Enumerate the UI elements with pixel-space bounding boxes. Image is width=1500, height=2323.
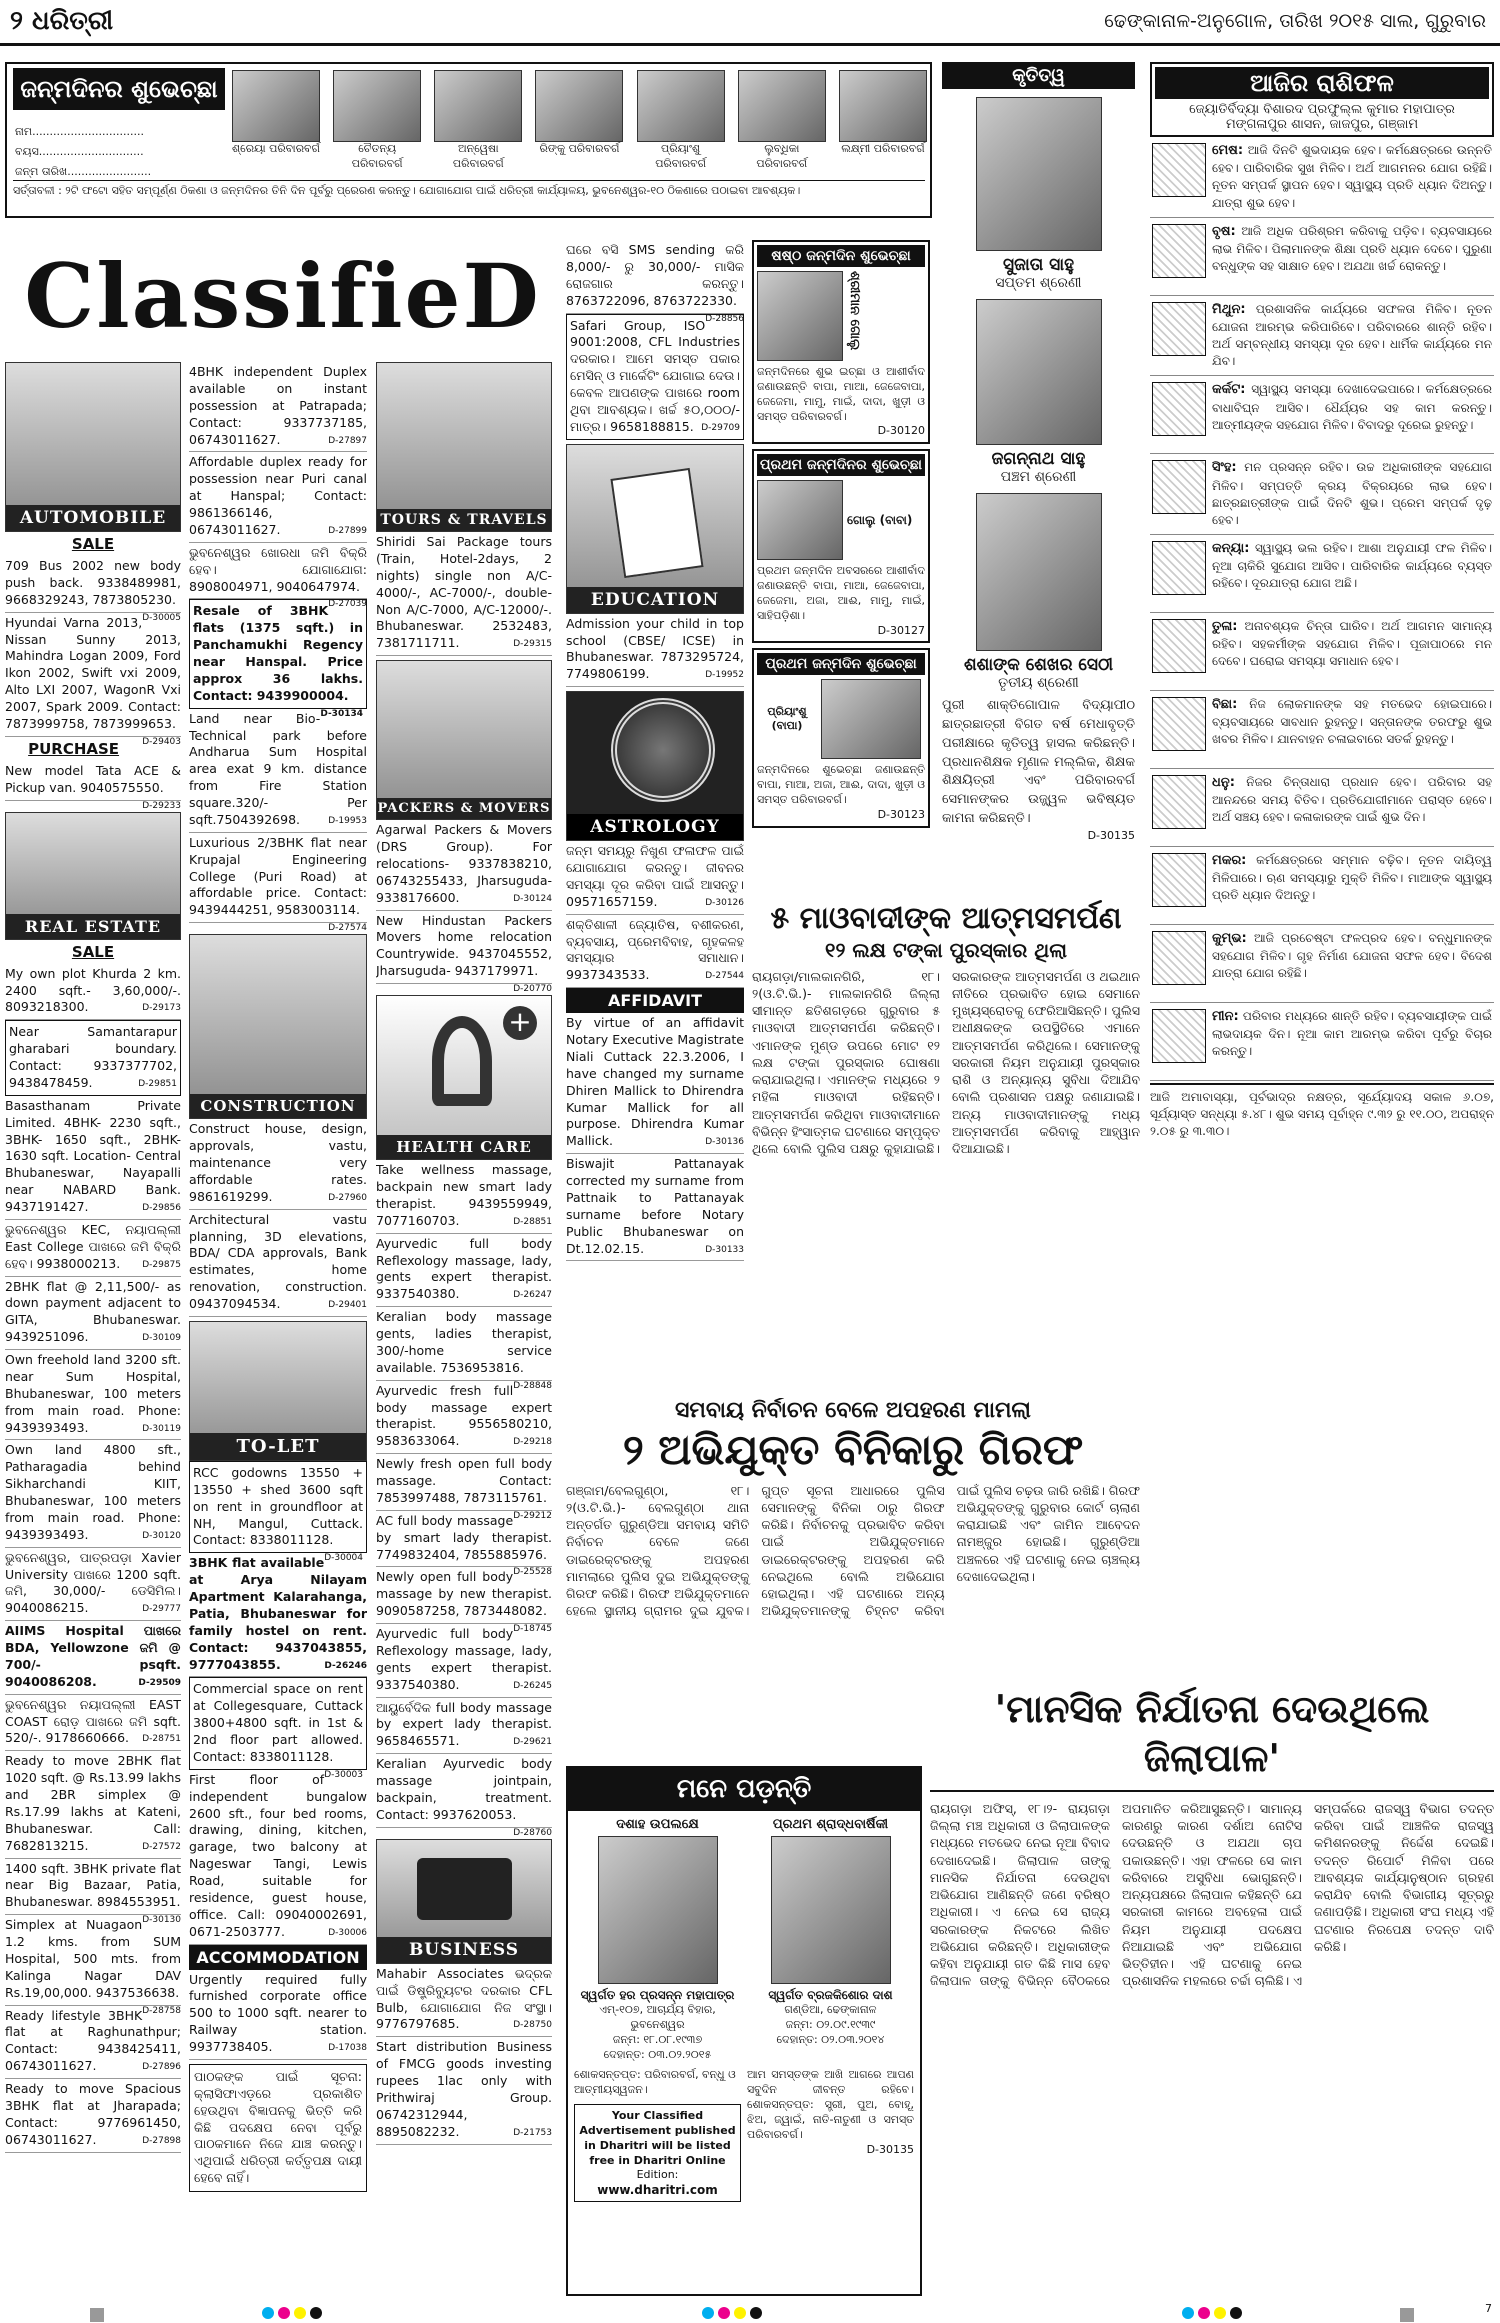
business-label: BUSINESS: [377, 1937, 551, 1963]
wish-title: ଷଷ୍ଠ ଜନ୍ମଦିନ ଶୁଭେଚ୍ଛା: [757, 245, 925, 267]
rashi-item: କନ୍ୟା: ସ୍ୱାସ୍ଥ୍ୟ ଭଲ ରହିବ। ଆଶା ଅନୁଯାୟୀ ଫଳ ମିଳିବ। ନୂଆ ଚାକିରି ସୁଯୋଗ ଆସିବ। ପାରିବାରିକ କାର୍ଯ୍ୟରେ ବ୍ୟସ୍ତ ରହିବେ। ଦୂରଯାତ୍ରା ଯୋଗ ଅଛି।: [1150, 535, 1494, 613]
rashi-item: କୁମ୍ଭ: ଆଜି ପ୍ରଚେଷ୍ଟା ଫଳପ୍ରଦ ହେବ। ବନ୍ଧୁମାନଙ୍କ ସହଯୋଗ ମିଳିବ। ଗୃହ ନିର୍ମାଣ ଯୋଜନା ସଫଳ ହେବ। ବିଦେଶ ଯାତ୍ରା ଯୋଗ ରହିଛି।: [1150, 925, 1494, 1003]
ad: Shiridi Sai Package tours (Train, Hotel-2days, 2 nights) single non A/C-4000/-, AC-7000/-, double-Non A/C-7000, A/C-12000/-. Bhubaneswar. 2532483, 7381711711. D-29315: [376, 532, 552, 656]
memorial-died: ଦେହାନ୍ତ: ୦୨.୦୩.୨୦୧୪: [776, 2032, 885, 2046]
education-label: EDUCATION: [567, 587, 743, 613]
ad: ଭୁବନେଶ୍ୱର KEC, ନୟାପଲ୍ଲୀ East College ପାଖରେ ଜମି ବିକ୍ରି ହେବ। 9938000213. D-29875: [5, 1220, 181, 1277]
kid-caption: ଲକ୍ଷ୍ମୀ ପରିବାରବର୍ଗ: [841, 142, 925, 155]
ad: Affordable duplex ready for possession near Puri canal at Hanspal; Contact: 9861366146, 06743011627. D-27899: [189, 452, 367, 542]
kid-photo: [738, 70, 826, 142]
birthday-box: [5, 62, 932, 218]
achievement-text: ପୁରୀ ଶାକ୍ତିଗୋପାଳ ବିଦ୍ୟାପୀଠ ଛାତ୍ରଛାତ୍ରୀ ବିଗତ ବର୍ଷ ମେଧାବୃତ୍ତି ପରୀକ୍ଷାରେ କୃତିତ୍ୱ ହାସଲ କରିଛନ୍ତି। ପ୍ରଧାନଶିକ୍ଷକ ମୃଣାଳ ମଲ୍ଲିକ, ଶିକ୍ଷକ ଶିକ୍ଷୟିତ୍ରୀ ଏବଂ ପରିବାରବର୍ଗ ସେମାନଙ୍କର ଉଜ୍ଜ୍ୱଳ ଭବିଷ୍ୟତ କାମନା କରିଛନ୍ତି।: [942, 698, 1135, 827]
ad: New Hindustan Packers Movers home relocation Countrywide. 9437045552, Jharsuguda- 9437179971. D-20770: [376, 912, 552, 994]
ad: 4BHK independent Duplex available on instant possession at Patrapada; Contact: 9337737185, 06743011627. D-27897: [189, 362, 367, 452]
ad-code: D-30120: [877, 424, 925, 438]
student-name: ଶଶାଙ୍କ ଶେଖର ସେଠୀ: [963, 655, 1114, 675]
aries-icon: [1152, 143, 1206, 197]
packers-label: PACKERS & MOVERS: [377, 798, 551, 819]
affidavit-heading: AFFIDAVIT: [566, 988, 744, 1013]
memorial-occasion: ପ୍ରଥମ ଶ୍ରାଦ୍ଧବାର୍ଷିକୀ: [772, 1817, 889, 1832]
rashi-item: ମକର: କର୍ମକ୍ଷେତ୍ରରେ ସମ୍ମାନ ବଢ଼ିବ। ନୂତନ ଦାୟିତ୍ୱ ମିଳିପାରେ। ଋଣ ସମସ୍ୟାରୁ ମୁକ୍ତି ମିଳିବ। ମାଆଙ୍କ ସ୍ୱାସ୍ଥ୍ୟ ପ୍ରତି ଧ୍ୟାନ ଦିଅନ୍ତୁ।: [1150, 847, 1494, 925]
kid-photo: [434, 70, 522, 142]
child-name: ଗୋଲୁ (ବାବା): [847, 512, 913, 527]
ad: ଭୁବନେଶ୍ୱର ଖୋରଧା ଜମି ବିକ୍ରି ହେବ। ଯୋଗାଯୋଗ: 8908004971, 9040647974. D-27039: [189, 544, 367, 610]
ad: First floor of independent bungalow 2600 sft., four bed rooms, drawing, dining, kitchen, garage, two balcony at Nageswar Tangi, Lewis Road, suitable for residence, guest house, office. Call: 09040002691, 0671-2503777. D-30006: [189, 1770, 367, 1945]
ad: AIIMS Hospital ପାଖରେ BDA, Yellowzone ଜମି @ 700/- psqft. 9040086208. D-29509: [5, 1621, 181, 1695]
wish-text: ଜନ୍ମଦିନରେ ଶୁଭେଚ୍ଛା ଜଣାଉଛନ୍ତି ବାପା, ମାଆ, ଅଜା, ଆଈ, ଦାଦା, ଖୁଡ଼ୀ ଓ ସମସ୍ତ ପରିବାରବର୍ଗ।: [757, 763, 925, 807]
rashi-item: ମେଷ: ଆଜି ଦିନଟି ଶୁଭଦାୟକ ହେବ। କର୍ମକ୍ଷେତ୍ରରେ ଉନ୍ନତି ହେବ। ପାରିବାରିକ ସୁଖ ମିଳିବ। ଅର୍ଥ ଆଗମନର ଯୋଗ ରହିଛି। ନୂତନ ସମ୍ପର୍କ ସ୍ଥାପନ ହେବ। ସ୍ୱାସ୍ଥ୍ୟ ପ୍ରତି ଧ୍ୟାନ ଦିଅନ୍ତୁ। ଯାତ୍ରା ଶୁଭ ହେବ।: [1150, 137, 1494, 218]
form-age: ବୟସ..............................: [15, 145, 144, 158]
memorial-place: ଏମ୍-୧୦୭, ଆଚାର୍ଯ୍ୟ ବିହାର, ଭୁବନେଶ୍ୱର: [599, 2003, 716, 2031]
wish-box: [752, 449, 930, 643]
ad-code: D-30123: [877, 807, 925, 821]
construction-label: CONSTRUCTION: [190, 1094, 366, 1118]
rashi-item: ମୀନ: ପରିବାର ମଧ୍ୟରେ ଶାନ୍ତି ରହିବ। ବ୍ୟବସାୟୀଙ୍କ ପାଇଁ ଲାଭଦାୟକ ଦିନ। ନୂଆ କାମ ଆରମ୍ଭ କରିବା ପୂର୍ବରୁ ବିଚାର କରନ୍ତୁ।: [1150, 1003, 1494, 1081]
maoist-subhead: ୧୨ ଲକ୍ଷ ଟଙ୍କା ପୁରସ୍କାର ଥିଲା: [825, 937, 1067, 962]
edition-date: ଢେଙ୍କାନାଳ-ଅନୁଗୋଳ, ତାରିଖ ୨୦୧୫ ସାଲ, ଗୁରୁବାର: [1104, 10, 1486, 32]
sale-heading: SALE: [71, 942, 115, 961]
ad: Own land 4800 sft., Patharagadia behind Sikharchandi KIIT, Bhubaneswar, 100 meters from main road. Phone: 9439393493. D-30120: [5, 1440, 181, 1547]
horoscope-header: [1150, 62, 1494, 137]
ad: Newly fresh open full body massage. Contact: 7853997488, 7873115761. D-29212: [376, 1456, 552, 1521]
accommodation-heading: ACCOMMODATION: [189, 1945, 367, 1970]
ad: ଆୟୁର୍ବେଦିକ full body massage by expert lady therapist. 9658465571. D-29621: [376, 1698, 552, 1755]
collector-body: ରାୟଗଡ଼ା ଅଫିସ୍, ୧୮।୨- ରାୟଗଡ଼ା ଜିଲ୍ଲା ମଞ୍ଚ ଅଧିକାରୀ ଓ ଜିଲାପାଳଙ୍କ ମଧ୍ୟରେ ମତଭେଦ ନେଇ ନୂଆ ବିବାଦ ଦେଖାଦେଇଛି। ଜିଲାପାଳ ତାଙ୍କୁ ମାନସିକ ନିର୍ଯାତନା ଦେଉଥିବା ଅଭିଯୋଗ ଆଣିଛନ୍ତି ଜଣେ ବରିଷ୍ଠ ଅଧିକାରୀ। ଏ ନେଇ ସେ ରାଜ୍ୟ ସରକାରଙ୍କ ନିକଟରେ ଲିଖିତ ଅଭିଯୋଗ କରିଛନ୍ତି। ଅଧିକାରୀଙ୍କ କହିବା ଅନୁଯାୟୀ ଗତ କିଛି ମାସ ହେବ ଜିଲାପାଳ ତାଙ୍କୁ ବିଭିନ୍ନ ବୈଠକରେ ଅପମାନିତ କରିଆସୁଛନ୍ତି। ସାମାନ୍ୟ କାରଣରୁ କାରଣ ଦର୍ଶାଅ ନୋଟିସ ଦେଉଛନ୍ତି ଓ ଅଯଥା ଚାପ ପକାଉଛନ୍ତି। ଏହା ଫଳରେ ସେ କାମ କରିବାରେ ଅସୁବିଧା ଭୋଗୁଛନ୍ତି। ଅନ୍ୟପକ୍ଷରେ ଜିଲାପାଳ କହିଛନ୍ତି ଯେ ସରକାରୀ କାମରେ ଅବହେଳା ପାଇଁ ନିୟମ ଅନୁଯାୟୀ ପଦକ୍ଷେପ ନିଆଯାଇଛି ଏବଂ ଅଭିଯୋଗ ଭିତ୍ତିହୀନ। ଏହି ଘଟଣାକୁ ନେଇ ପ୍ରଶାସନିକ ମହଲରେ ଚର୍ଚ୍ଚା ଚାଲିଛି। ଏ ସମ୍ପର୍କରେ ରାଜସ୍ୱ ବିଭାଗ ତଦନ୍ତ କରିବା ପାଇଁ ଆଞ୍ଚଳିକ ରାଜସ୍ୱ କମିଶନରଙ୍କୁ ନିର୍ଦ୍ଦେଶ ଦେଇଛି। ତଦନ୍ତ ରିପୋର୍ଟ ମିଳିବା ପରେ ଆବଶ୍ୟକ କାର୍ଯ୍ୟାନୁଷ୍ଠାନ ଗ୍ରହଣ କରାଯିବ ବୋଲି ବିଭାଗୀୟ ସୂତ୍ରରୁ ଜଣାପଡ଼ିଛି। ଅଧିକାରୀ ସଂଘ ମଧ୍ୟ ଏହି ଘଟଣାର ନିରପେକ୍ଷ ତଦନ୍ତ ଦାବି କରିଛି।: [930, 1800, 1494, 1989]
business-banner: [376, 1839, 552, 1964]
ad: Luxurious 2/3BHK flat near Krupajal Engineering College (Puri Road) at affordable price. Contact: 9439444251, 9583003114. D-27574: [189, 834, 367, 934]
child-photo: [821, 679, 921, 759]
ad: Safari Group, ISO 9001:2008, CFL Industries ଦରକାର। ଆମେ ସମସ୍ତ ପକାର ମେସିନ୍ ଓ ମାର୍କେଟିଂ ଯୋଗାଇ ଦେଉ। କେବଳ ଆପଣଙ୍କ ପାଖରେ room ଥିବା ଆବଶ୍ୟକ। ଖର୍ଚ୍ଚ ୫୦,୦୦୦/- ମାତ୍ର। 9658188815. D-29709: [566, 314, 744, 440]
ad: Construct house, design, approvals, vastu, maintenance very affordable rates. 9861619299. D-27960: [189, 1119, 367, 1209]
astrology-banner: [566, 691, 744, 841]
gemini-icon: [1152, 302, 1206, 356]
student-photo: [976, 299, 1102, 445]
student-class: ତୃତୀୟ ଶ୍ରେଣୀ: [998, 675, 1079, 691]
memorial-died: ଦେହାନ୍ତ: ୦୩.୦୨.୨୦୧୫: [603, 2047, 712, 2061]
ad: Near Samantarapur gharabari boundary. Contact: 9337377702, 9438478459. D-29851: [5, 1020, 181, 1096]
capricorn-icon: [1152, 853, 1206, 907]
ad: Urgently required fully furnished corporate office 500 to 1000 sqft. nearer to Railway station. 9937738405. D-17038: [189, 1970, 367, 2060]
ad: Ayurvedic fresh full body massage expert therapist. 9556580210, 9583633064. D-29218: [376, 1381, 552, 1455]
kid-card: [434, 70, 522, 175]
page-number: 7: [1485, 2302, 1492, 2315]
astrologer-name: ଜ୍ୟୋତିର୍ବିଦ୍ୟା ବିଶାରଦ ପ୍ରଫୁଲ୍ଲ କୁମାର ମହାପାତ୍ର: [1189, 102, 1455, 117]
wish-title: ପ୍ରଥମ ଜନ୍ମଦିନର ଶୁଭେଚ୍ଛା: [757, 454, 925, 476]
ad: New model Tata ACE & Pickup van. 9040575550. D-29233: [5, 762, 181, 811]
ad: Ayurvedic full body Reflexology massage, lady, gents expert therapist. 9337540380. D-26245: [376, 1624, 552, 1698]
arrest-headline: ୨ ଅଭିଯୁକ୍ତ ବିନିକାରୁ ଗିରଫ: [622, 1425, 1084, 1474]
ad: ଭୁବନେଶ୍ୱର, ପାତ୍ରପଡ଼ା Xavier University ପାଖରେ 1200 sqft. ଜମି, 30,000/- ଡେସିମିଲ। 9040086215. D-29777: [5, 1548, 181, 1622]
automobile-label: AUTOMOBILE: [6, 505, 180, 531]
gray-swatch: [1400, 2304, 1414, 2323]
ad: Biswajit Pattanayak corrected my surname from Pattnaik to Pattanayak surname before Notary Public Bhubaneswar on Dt.12.02.15. D-30133: [566, 1154, 744, 1261]
ad: 3BHK flat available at Arya Nilayam Apartment Kalarahanga, Patia, Bhubaneswar for family hostel on rent. Contact: 9437043855, 9777043855. D-26246: [189, 1553, 367, 1677]
ad: Agarwal Packers & Movers (DRS Group). For relocations- 9337838210, 06743255433, Jharsuguda-9338176600. D-30124: [376, 820, 552, 910]
maoist-story: [752, 900, 1140, 1390]
scorpio-icon: [1152, 697, 1206, 751]
memorial-born: ଜନ୍ମ: ୧୮.୦୮.୧୯୩୭: [612, 2032, 703, 2046]
student-name: ସୁଜାତା ସାହୁ: [1002, 255, 1074, 275]
page-number-masthead: ୨ ଧରିତ୍ରୀ: [10, 6, 114, 36]
student-class: ପଞ୍ଚମ ଶ୍ରେଣୀ: [1000, 469, 1077, 485]
ad: Hyundai Varna 2013, Nissan Sunny 2013, Mahindra Logan 2009, Ford Ikon 2002, Swift vxi 2009, Alto LXI 2007, WagonR Vxi 2007, Spark 2009. Contact: 7873999758, 7873999653. D-29403: [5, 614, 181, 747]
ad: RCC godowns 13550 + 13550 + shed 3600 sqft on rent in groundfloor at NH, Mangul, Cuttack. Contact: 8338011128. D-30004: [189, 1461, 367, 1553]
cancer-icon: [1152, 382, 1206, 436]
astrology-label: ASTROLOGY: [567, 814, 743, 840]
kid-caption: ଚୈତନ୍ୟ ପରିବାରବର୍ଗ: [351, 142, 403, 170]
ad: Simplex at Nuagaon 1.2 kms. from SUM Hospital, 500 mts. from Kalinga Nagar DAV Rs.19,00,000. 9437536638. D-28758: [5, 1917, 181, 2016]
classified-column-4: [566, 240, 744, 1395]
astrologer-address: ମଙ୍ଗଳାପୁର ଶାସନ, ଜାଜପୁର, ଗଞ୍ଜାମ: [1225, 117, 1419, 132]
rashi-item: ସିଂହ: ମନ ପ୍ରସନ୍ନ ରହିବ। ଉଚ୍ଚ ଅଧିକାରୀଙ୍କ ସହଯୋଗ ମିଳିବ। ସମ୍ପତ୍ତି କ୍ରୟ ବିକ୍ରୟରେ ଲାଭ ହେବ। ଛାତ୍ରଛାତ୍ରୀଙ୍କ ପାଇଁ ଦିନଟି ଶୁଭ। ପ୍ରେମ ସମ୍ପର୍କ ଦୃଢ଼ ହେବ।: [1150, 454, 1494, 535]
rashi-item: ବୃଷ: ଆଜି ଅଧିକ ପରିଶ୍ରମ କରିବାକୁ ପଡ଼ିବ। ବ୍ୟବସାୟରେ ଲାଭ ମିଳିବ। ପିଲାମାନଙ୍କ ଶିକ୍ଷା ପ୍ରତି ଧ୍ୟାନ ଦେବେ। ପୁରୁଣା ବନ୍ଧୁଙ୍କ ସହ ସାକ୍ଷାତ ହେବ। ଅଯଥା ଖର୍ଚ୍ଚ ରୋକନ୍ତୁ।: [1150, 218, 1494, 296]
to-let-banner: [189, 1321, 367, 1461]
online-notice: Your Classified Advertisement published in Dharitri will be listed free in Dharitri Online: [579, 2109, 736, 2167]
wish-text: ଜନ୍ମଦିନରେ ଶୁଭ ଇଚ୍ଛା ଓ ଆଶୀର୍ବାଦ ଜଣାଉଛନ୍ତି ବାପା, ମାଆ, ଜେଜେବାପା, ଜେଜେମା, ମାମୁ, ମାଇଁ, ଦାଦା, ଖୁଡ଼ୀ ଓ ସମସ୍ତ ପରିବାରବର୍ଗ।: [757, 365, 925, 423]
kid-card: [738, 70, 826, 175]
classified-column-3: [376, 362, 552, 2297]
memorial-left: [574, 1817, 741, 2062]
collector-headline: 'ମାନସିକ ନିର୍ଯାତନା ଦେଉଥିଲେ ଜିଲାପାଳ': [930, 1685, 1494, 1792]
ad: ଘରେ ବସି SMS sending କରି 8,000/- ରୁ 30,000/- ମାସିକ ରୋଜଗାର କରନ୍ତୁ। 8763722096, 8763722330. D-28856: [566, 242, 744, 324]
ad: Mahabir Associates ଭଦ୍ରକ ପାଇଁ ଡିଷ୍ଟ୍ରିବ୍ୟୁଟର ଦରକାର CFL Bulb, ଯୋଗାଯୋଗ ନିଜ ସଂସ୍ଥା। 9776797685. D-28750: [376, 1964, 552, 2038]
student-name: ଜଗନ୍ନାଥ ସାହୁ: [991, 449, 1086, 469]
construction-banner: [189, 934, 367, 1119]
kid-caption: ରିଙ୍କୁ ପରିବାରବର୍ଗ: [539, 142, 620, 155]
student-photo: [976, 493, 1102, 651]
real-estate-label: REAL ESTATE: [6, 914, 180, 939]
reader-notice: ପାଠକଙ୍କ ପାଇଁ ସୂଚନା: କ୍ଲାସିଫାଏଡ଼ରେ ପ୍ରକାଶିତ ହେଉଥିବା ବିଜ୍ଞାପନକୁ ଭିତ୍ତି କରି କିଛି ପଦକ୍ଷେପ ନେବା ପୂର୍ବରୁ ପାଠକମାନେ ନିଜେ ଯାଞ୍ଚ କରନ୍ତୁ। ଏଥିପାଇଁ ଧରିତ୍ରୀ କର୍ତ୍ତୃପକ୍ଷ ଦାୟୀ ହେବେ ନାହିଁ।: [189, 2064, 367, 2192]
ad: Resale of 3BHK flats (1375 sqft.) in Panchamukhi Regency near Hanspal. Price approx 36 lakhs. Contact: 9439900004. D-30134: [189, 599, 367, 708]
horoscope-section: [1150, 62, 1494, 1674]
automobile-banner: [5, 362, 181, 532]
health-care-label: HEALTH CARE: [377, 1135, 551, 1159]
kid-photo: [839, 70, 927, 142]
memorial-right-bottom: [747, 2068, 914, 2202]
student-photo: [976, 97, 1102, 251]
ad: ଶକ୍ତିଶାଳୀ ଜ୍ୟୋତିଷ, ବଶୀକରଣ, ବ୍ୟବସାୟ, ପ୍ରେମବିବାହ, ଗୃହକଳହ ସମସ୍ୟାର ସମାଧାନ। 9937343533. D-27544: [566, 915, 744, 989]
memorial-photo: [598, 1836, 718, 1984]
memorial-right: [747, 1817, 914, 2062]
ad-code: D-30127: [877, 623, 925, 637]
form-dob: ଜନ୍ମ ତାରିଖ........................: [15, 165, 152, 178]
memorial-left-bottom: [574, 2068, 741, 2202]
child-photo: [757, 480, 843, 560]
ad: Ready lifestyle 3BHK flat at Raghunathpur; Contact: 9438425411, 06743011627. D-27896: [5, 2006, 181, 2080]
kid-caption: ଶ୍ରେୟା ପରିବାରବର୍ଗ: [232, 142, 320, 155]
ad: Keralian Ayurvedic body massage jointpain, backpain, treatment. Contact: 9937620053. D-28760: [376, 1756, 552, 1838]
ad: 2BHK flat @ 2,11,500/- as down payment adjacent to GITA, Bhubaneswar. 9439251096. D-30109: [5, 1277, 181, 1351]
birthday-form: [15, 122, 215, 182]
ad: Ready to move 2BHK flat 1020 sqft. @ Rs.13.99 lakhs and 2BR simplex @ Rs.17.99 lakhs at Kateni, Bhubaneswar. Call: 7682813215. D-27572: [5, 1751, 181, 1858]
memorial-mourners: ଆମ ସମସ୍ତଙ୍କ ଆଖି ଆଗରେ ଆପଣ ସବୁଦିନ ଜୀବନ୍ତ ରହିବେ। ଶୋକସନ୍ତପ୍ତ: ସ୍ତ୍ରୀ, ପୁଅ, ବୋହୂ, ଝିଅ, ଜ୍ୱାଇଁ, ନାତି-ନାତୁଣୀ ଓ ସମସ୍ତ ପରିବାରବର୍ଗ।: [747, 2068, 914, 2141]
to-let-label: TO-LET: [190, 1433, 366, 1460]
memorial-name: ସ୍ୱର୍ଗତ ହର ପ୍ରସନ୍ନ ମହାପାତ୍ର: [580, 1988, 735, 2002]
wishes-column: [752, 240, 930, 888]
wish-title: ପ୍ରଥମ ଜନ୍ମଦିନ ଶୁଭେଚ୍ଛା: [757, 653, 925, 675]
wish-text: ପ୍ରଥମ ଜନ୍ମଦିନ ଅବସରରେ ଆଶୀର୍ବାଦ ଜଣାଉଛନ୍ତି ବାପା, ମାଆ, ଜେଜେବାପା, ଜେଜେମା, ଅଜା, ଆଈ, ମାମୁ, ମାଇଁ, ସାହିପଡ଼ିଶା।: [757, 564, 925, 622]
classified-column-1: [5, 362, 181, 2297]
ad: Own freehold land 3200 sft. near Sum Hospital, Bhubaneswar, 100 meters from main road. Phone: 9439393493. D-30119: [5, 1350, 181, 1440]
website-link[interactable]: www.dharitri.com: [597, 2183, 718, 2198]
wish-box: [752, 240, 930, 444]
achievement-title: କୃତିତ୍ୱ: [942, 62, 1135, 89]
ad: Commercial space on rent at Collegesquare, Cuttack 3800+4800 sqft. in 1st & 2nd floor part allowed. Contact: 8338011128. D-30003: [189, 1677, 367, 1769]
panjika-note: ଆଜି ଅମାବାସ୍ୟା, ପୂର୍ବଭାଦ୍ର ନକ୍ଷତ୍ର, ସୂର୍ଯ୍ୟୋଦୟ ସକାଳ ୬.୦୭, ସୂର୍ଯ୍ୟାସ୍ତ ସନ୍ଧ୍ୟା ୫.୪୮। ଶୁଭ ସମୟ ପୂର୍ବାହ୍ନ ୯.୩୨ ରୁ ୧୧.୦୦, ଅପରାହ୍ନ ୨.୦୫ ରୁ ୩.୩୦।: [1150, 1083, 1494, 1140]
rashi-item: ଧନୁ: ନିଜର ଚିନ୍ତାଧାରା ପ୍ରଧାନ ହେବ। ପରିବାର ସହ ଆନନ୍ଦରେ ସମୟ ବିତିବ। ପ୍ରତିଯୋଗୀମାନେ ପରାସ୍ତ ହେବେ। ଅର୍ଥ ସଞ୍ଚୟ ହେବ। କଳାକାରଙ୍କ ପାଇଁ ଶୁଭ ଦିନ।: [1150, 769, 1494, 847]
memorial-title: ମନେ ପଡ଼ନ୍ତି: [568, 1768, 920, 1811]
page-header: [0, 0, 1500, 46]
ad: AC full body massage by smart lady therapist. 7749832404, 7855885976. D-25528: [376, 1512, 552, 1578]
kid-caption: ଲୁବ୍ଧିକା ପରିବାରବର୍ଗ: [756, 142, 808, 170]
ad: Architectural vastu planning, 3D elevations, BDA/ CDA approvals, Bank estimates, home renovation, construction. 09437094534. D-29401: [189, 1210, 367, 1317]
taurus-icon: [1152, 224, 1206, 278]
birthday-notice: ସର୍ତ୍ତାବଳୀ : ୨ଟି ଫଟୋ ସହିତ ସମ୍ପୂର୍ଣ୍ଣ ଠିକଣା ଓ ଜନ୍ମଦିନର ତିନି ଦିନ ପୂର୍ବରୁ ପ୍ରେରଣ କରନ୍ତୁ। ଯୋଗାଯୋଗ ପାଇଁ ଧରିତ୍ରୀ କାର୍ଯ୍ୟାଳୟ, ଭୁବନେଶ୍ୱର-୧୦ ଠିକଣାରେ ପଠାଇବା ଆବଶ୍ୟକ।: [13, 180, 925, 199]
memorial-born: ଜନ୍ମ: ୦୨.୦୯.୧୯୩୯: [785, 2017, 876, 2031]
birthday-title: ଜନ୍ମଦିନର ଶୁଭେଚ୍ଛା: [13, 68, 225, 110]
arrest-kicker: ସମବାୟ ନିର୍ବାଚନ ବେଳେ ଅପହରଣ ମାମଲା: [675, 1398, 1031, 1423]
student-card: [942, 97, 1135, 291]
kid-card: [232, 70, 320, 175]
ad: Newly open full body massage by new therapist. 9090587258, 7873448082. D-18745: [376, 1569, 552, 1635]
student-card: [942, 493, 1135, 691]
child-name: ପ୍ରିୟାଂଶୁ (ବାପା): [767, 705, 807, 733]
child-photo: [757, 271, 843, 361]
aquarius-icon: [1152, 931, 1206, 985]
achievement-section: [942, 62, 1135, 962]
pisces-icon: [1152, 1009, 1206, 1063]
libra-icon: [1152, 619, 1206, 673]
health-care-banner: [376, 995, 552, 1160]
zodiac-wheel-icon: [611, 698, 715, 802]
education-banner: [566, 444, 744, 614]
ad-code: D-30135: [866, 2142, 914, 2156]
ad: Admission your child in top school (CBSE/ ICSE) in Bhubaneswar. 7873295724, 7749806199. D-19952: [566, 614, 744, 688]
kid-photo: [333, 70, 421, 142]
virgo-icon: [1152, 541, 1206, 595]
ad: Start distribution Business of FMCG goods investing rupees 1lac only with Prithwiraj Group. 06742312944, 8895082232. D-21753: [376, 2037, 552, 2144]
ad: Keralian body massage gents, ladies therapist, 300/-home service available. 7536953816. D-28848: [376, 1309, 552, 1391]
memorial-box: [566, 1766, 922, 2296]
ad: 1400 sqft. 3BHK private flat near Big Bazaar, Patia, Bhubaneswar. 8984553951. D-30130: [5, 1860, 181, 1926]
ad: My own plot Khurda 2 km. 2400 sqft.- 3,60,000/-. 8093218300. D-29173: [5, 964, 181, 1021]
memorial-name: ସ୍ୱର୍ଗତ ବ୍ରଜକିଶୋର ଦାଶ: [768, 1988, 893, 2002]
classified-column-2: [189, 362, 367, 2297]
tours-label: TOURS & TRAVELS: [377, 509, 551, 531]
child-name: ଶ୍ରୀମାନ ଗୋଲୁ: [847, 271, 862, 351]
purchase-heading: PURCHASE: [28, 739, 120, 758]
student-class: ସପ୍ତମ ଶ୍ରେଣୀ: [995, 275, 1082, 291]
kid-photo: [232, 70, 320, 142]
print-registration-strip: [0, 2300, 1500, 2323]
wish-box: [752, 648, 930, 827]
student-card: [942, 299, 1135, 485]
kid-caption: ପ୍ରିୟାଂଶୁ ପରିବାରବର୍ଗ: [655, 142, 707, 170]
color-registration-marks: [260, 2304, 324, 2323]
ad: Ayurvedic full body Reflexology massage, lady, gents expert therapist. 9337540380. D-26247: [376, 1234, 552, 1308]
leo-icon: [1152, 460, 1206, 514]
kid-card: [333, 70, 421, 175]
form-name: ନାମ................................: [15, 125, 144, 138]
gray-swatch: [90, 2304, 104, 2323]
ribbon-icon: [432, 1016, 492, 1106]
memorial-photo: [771, 1836, 891, 1984]
kid-photo-row: [232, 70, 927, 175]
rashi-item: କର୍କଟ: ସ୍ୱାସ୍ଥ୍ୟ ସମସ୍ୟା ଦେଖାଦେଇପାରେ। କର୍ମକ୍ଷେତ୍ରରେ ବାଧାବିଘ୍ନ ଆସିବ। ଧୈର୍ଯ୍ୟର ସହ କାମ କରନ୍ତୁ। ଆତ୍ମୀୟଙ୍କ ସହଯୋଗ ମିଳିବ। ବିବାଦରୁ ଦୂରେଇ ରୁହନ୍ତୁ।: [1150, 376, 1494, 454]
kid-card: [839, 70, 927, 175]
plus-icon: +: [503, 1006, 537, 1040]
memorial-place: ଗଣ୍ଡିଆ, ଢେଙ୍କାନାଳ: [784, 2003, 877, 2016]
packers-banner: [376, 660, 552, 820]
ad: Ready to move Spacious 3BHK flat at Jharapada; Contact: 9776961450, 06743011627. D-27898: [5, 2079, 181, 2153]
ad: By virtue of an affidavit Notary Executive Magistrate Niali Cuttack 22.3.2006, I have changed my surname Dhiren Mallick to Dhirendra Kumar Mallick for all purpose. Dhirendra Kumar Mallick. D-30136: [566, 1013, 744, 1154]
real-estate-banner: [5, 812, 181, 940]
kid-card: [535, 70, 623, 175]
tours-banner: [376, 362, 552, 532]
color-registration-marks: [1180, 2304, 1244, 2323]
edition-label: Edition:: [636, 2168, 679, 2182]
ad: Take wellness massage, backpain new smart lady therapist. 9439559949, 7077160703. D-28851: [376, 1160, 552, 1234]
book-icon: [610, 468, 703, 578]
briefcase-icon: [417, 1858, 512, 1920]
memorial-mourners: ଶୋକସନ୍ତପ୍ତ: ପରିବାରବର୍ଗ, ବନ୍ଧୁ ଓ ଆତ୍ମୀୟସ୍ୱଜନ।: [574, 2068, 736, 2097]
kid-photo: [535, 70, 623, 142]
maoist-headline: ୫ ମାଓବାଦୀଙ୍କ ଆତ୍ମସମର୍ପଣ: [770, 901, 1122, 936]
collector-story: [930, 1685, 1494, 2295]
maoist-body: ରାୟଗଡ଼ା/ମାଲକାନଗିରି, ୧୮।୨(ଓ.ଟି.ଭି.)- ମାଲକାନଗିରି ଜିଲ୍ଲା ସୀମାନ୍ତ ଛତିଶଗଡ଼ରେ ଗୁରୁବାର ୫ ମାଓବାଦୀ ଆତ୍ମସମର୍ପଣ କରିଛନ୍ତି। ଏମାନଙ୍କ ମୁଣ୍ଡ ଉପରେ ମୋଟ ୧୨ ଲକ୍ଷ ଟଙ୍କା ପୁରସ୍କାର ଘୋଷଣା କରାଯାଇଥିଲା। ଏମାନଙ୍କ ମଧ୍ୟରେ ୨ ମହିଳା ମାଓବାଦୀ ରହିଛନ୍ତି। ଆତ୍ମସମର୍ପଣ କରିଥିବା ମାଓବାଦୀମାନେ ବିଭିନ୍ନ ହିଂସାତ୍ମକ ଘଟଣାରେ ସମ୍ପୃକ୍ତ ଥିଲେ ବୋଲି ପୁଲିସ ପକ୍ଷରୁ କୁହାଯାଇଛି। ସରକାରଙ୍କ ଆତ୍ମସମର୍ପଣ ଓ ଥଇଥାନ ନୀତିରେ ପ୍ରଭାବିତ ହୋଇ ସେମାନେ ମୁଖ୍ୟସ୍ରୋତକୁ ଫେରିଆସିଛନ୍ତି। ପୁଲିସ ଅଧୀକ୍ଷକଙ୍କ ଉପସ୍ଥିତିରେ ଏମାନେ ଆତ୍ମସମର୍ପଣ କରିଥିଲେ। ସେମାନଙ୍କୁ ସରକାରୀ ନିୟମ ଅନୁଯାୟୀ ପୁରସ୍କାର ରାଶି ଓ ଅନ୍ୟାନ୍ୟ ସୁବିଧା ଦିଆଯିବ ବୋଲି ପ୍ରଶାସନ ପକ୍ଷରୁ ଜଣାଯାଇଛି। ଅନ୍ୟ ମାଓବାଦୀମାନଙ୍କୁ ମଧ୍ୟ ଆତ୍ମସମର୍ପଣ କରିବାକୁ ଆହ୍ୱାନ ଦିଆଯାଇଛି।: [752, 968, 1140, 1156]
memorial-occasion: ଦଶାହ ଉପଲକ୍ଷେ: [616, 1817, 699, 1832]
sale-heading: SALE: [71, 535, 115, 553]
ad: Basasthanam Private Limited. 4BHK- 2230 sqft., 3BHK- 1650 sqft., 2BHK- 1630 sqft. Location- Central Bhubaneswar, Nayapalli near NABARD Bank. 9437191427. D-29856: [5, 1096, 181, 1220]
arrest-body: ଗଞ୍ଜାମ/ବେଲଗୁଣ୍ଠା, ୧୮।୨(ଓ.ଟି.ଭି.)- ବେଲଗୁଣ୍ଠା ଥାନା ଅନ୍ତର୍ଗତ ଗୁରୁଣ୍ଡିଆ ସମବାୟ ସମିତି ନିର୍ବାଚନ ବେଳେ ଜଣେ ଡାଇରେକ୍ଟରଙ୍କୁ ଅପହରଣ ମାମଲାରେ ପୁଲିସ ଦୁଇ ଅଭିଯୁକ୍ତଙ୍କୁ ଗିରଫ କରିଛି। ଗିରଫ ଅଭିଯୁକ୍ତମାନେ ହେଲେ ସ୍ଥାନୀୟ ଗ୍ରାମର ଦୁଇ ଯୁବକ। ଗୁପ୍ତ ସୂଚନା ଆଧାରରେ ପୁଲିସ ସେମାନଙ୍କୁ ବିନିକା ଠାରୁ ଗିରଫ କରିଛି। ନିର୍ବାଚନକୁ ପ୍ରଭାବିତ କରିବା ପାଇଁ ଅଭିଯୁକ୍ତମାନେ ଡାଇରେକ୍ଟରଙ୍କୁ ଅପହରଣ କରି ନେଇଥିଲେ ବୋଲି ଅଭିଯୋଗ ହୋଇଥିଲା। ଏହି ଘଟଣାରେ ଅନ୍ୟ ଅଭିଯୁକ୍ତମାନଙ୍କୁ ଚିହ୍ନଟ କରିବା ପାଇଁ ପୁଲିସ ଚଢ଼ଉ ଜାରି ରଖିଛି। ଗିରଫ ଅଭିଯୁକ୍ତଙ୍କୁ ଗୁରୁବାର କୋର୍ଟ ଚାଲାଣ କରାଯାଇଛି ଏବଂ ଜାମିନ ଆବେଦନ ନାମଞ୍ଜୁର ହୋଇଛି। ଗୁରୁଣ୍ଡିଆ ଅଞ୍ଚଳରେ ଏହି ଘଟଣାକୁ ନେଇ ଚାଞ୍ଚଲ୍ୟ ଦେଖାଦେଇଥିଲା।: [566, 1482, 1140, 1619]
dharitri-online-box: [574, 2104, 741, 2202]
rashi-item: ତୁଳା: ଅନାବଶ୍ୟକ ଚିନ୍ତା ଘାରିବ। ଅର୍ଥ ଆଗମନ ସାମାନ୍ୟ ରହିବ। ସହକର୍ମୀଙ୍କ ସହଯୋଗ ମିଳିବ। ପୂଜାପାଠରେ ମନ ଦେବେ। ଘରୋଇ ସମସ୍ୟା ସମାଧାନ ହେବ।: [1150, 613, 1494, 691]
classified-title: ClassifieD: [24, 244, 541, 348]
sagittarius-icon: [1152, 775, 1206, 829]
kid-card: [637, 70, 725, 175]
kid-caption: ଅନ୍ୱେଷା ପରିବାରବର୍ଗ: [452, 142, 504, 170]
rashi-item: ମିଥୁନ: ପ୍ରଶାସନିକ କାର୍ଯ୍ୟରେ ସଫଳତା ମିଳିବ। ନୂତନ ଯୋଜନା ଆରମ୍ଭ କରିପାରିବେ। ପରିବାରରେ ଶାନ୍ତି ରହିବ। ଅର୍ଥ ସମ୍ବନ୍ଧୀୟ ସମସ୍ୟା ଦୂର ହେବ। ଧାର୍ମିକ କାର୍ଯ୍ୟରେ ମନ ଯିବ।: [1150, 296, 1494, 377]
ad: ଜନ୍ମ ସମୟରୁ ନିଖୁଣ ଫଳାଫଳ ପାଇଁ ଯୋଗାଯୋଗ କରନ୍ତୁ। ଜୀବନର ସମସ୍ୟା ଦୂର କରିବା ପାଇଁ ଆସନ୍ତୁ। 09571657159. D-30126: [566, 841, 744, 915]
ad-code: D-30135: [1087, 828, 1135, 842]
kid-photo: [637, 70, 725, 142]
color-registration-marks: [700, 2304, 764, 2323]
horoscope-title: ଆଜିର ରାଶିଫଳ: [1155, 67, 1489, 99]
ad: 709 Bus 2002 new body push back. 9338489981, 9668329243, 7873805230. D-30005: [5, 558, 181, 623]
rashi-item: ବିଛା: ନିଜ ଲୋକମାନଙ୍କ ସହ ମତଭେଦ ହୋଇପାରେ। ବ୍ୟବସାୟରେ ସାବଧାନ ରୁହନ୍ତୁ। ସନ୍ତାନଙ୍କ ତରଫରୁ ଶୁଭ ଖବର ମିଳିବ। ଯାନବାହନ ଚଳାଇବାରେ ସତର୍କ ରୁହନ୍ତୁ।: [1150, 691, 1494, 769]
ad: ଭୁବନେଶ୍ୱର ନୟାପଲ୍ଲୀ EAST COAST ରୋଡ଼ ପାଖରେ ଜମି sqft. 520/-. 9178660666. D-28751: [5, 1695, 181, 1752]
ad: Land near Bio-Technical park before Andharua Sum Hospital area exat 9 km. distance from Fire Station square.320/- Per sqft.7504392698. D-19953: [189, 709, 367, 833]
